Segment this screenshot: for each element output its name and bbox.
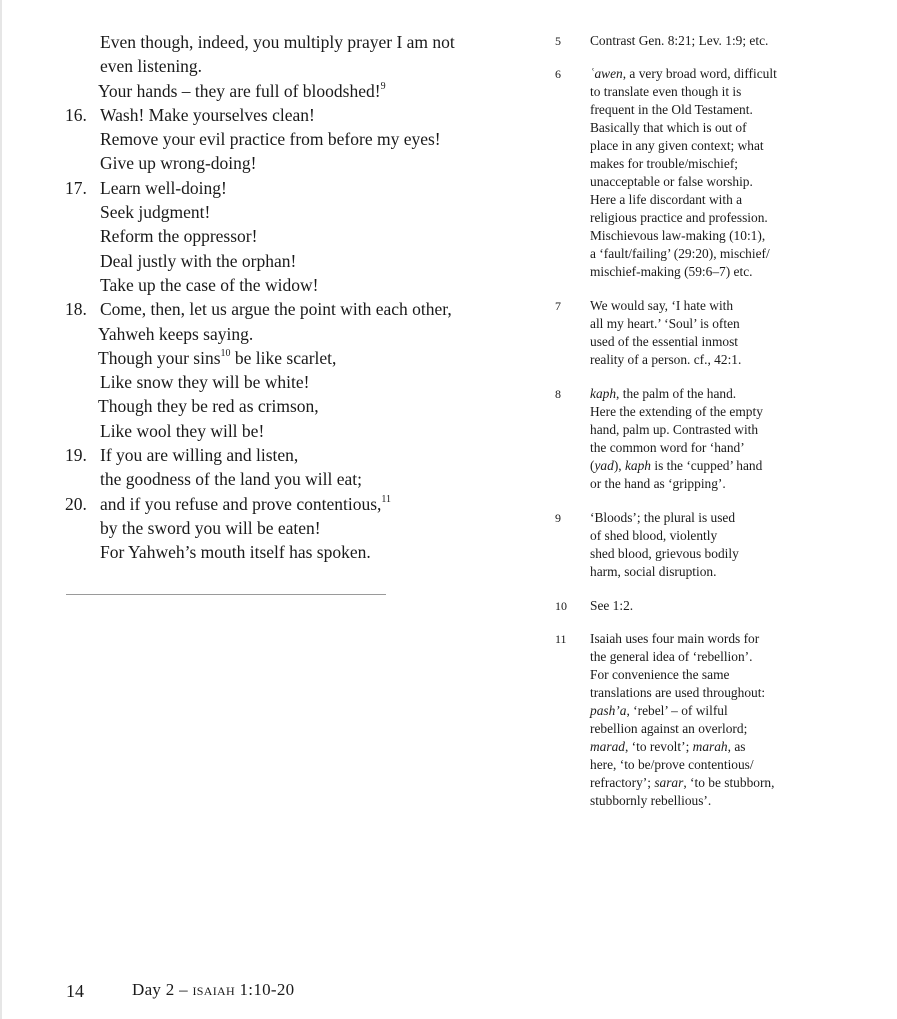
running-head [132,978,294,1002]
footnote-rule [66,594,386,595]
footnote-line: hand, palm up. Contrasted with [590,422,759,437]
footnote-number: 9 [555,511,561,525]
verse-text [100,273,318,297]
verse-line [58,30,488,54]
footnote-line: the common word for ‘hand’ [590,440,745,455]
footnote-line: ‘Bloods’; the plural is used [590,510,736,525]
footnote-text [590,509,800,581]
footnote-line: unacceptable or false worship. [590,174,753,189]
verse-number: 20. [65,493,87,514]
verse-line [58,297,488,321]
verse-line [58,443,488,467]
footnote-text [590,597,800,615]
verse-text-segment: and if you refuse and prove contentious, [100,493,382,514]
verse-line [58,540,488,564]
verse-line [58,127,488,151]
verse-line [58,200,488,224]
scripture-passage [58,30,488,565]
verse-number: 18. [65,299,87,320]
footnote-line: the general idea of ‘rebellion’. [590,649,753,664]
verse-line [58,370,488,394]
footnote-line: or the hand as ‘gripping’. [590,476,726,491]
verse-text [100,516,321,540]
footnote-number: 11 [555,632,567,646]
footnote-line: of shed blood, violently [590,528,718,543]
verse-text [100,370,309,394]
verse-text-segment: Yahweh keeps saying. [98,323,254,344]
verse-text [98,322,253,346]
verse-text [100,30,455,54]
footnote-line: refractory’; sarar, ‘to be stubborn, [590,775,775,790]
footnote-line: frequent in the Old Testament. [590,102,753,117]
running-head-day: Day 2 [132,980,175,999]
verse-text-segment: be like scarlet, [230,347,337,368]
footnote-line: translations are used throughout: [590,685,766,700]
verse-text [100,54,202,78]
verse-line [58,394,488,418]
verse-text-segment: Like wool they will be! [100,420,265,441]
verse-text [100,443,298,467]
footnote-line: Mischievous law-making (10:1), [590,228,766,243]
verse-text-segment: Seek judgment! [100,202,211,223]
verse-line [58,492,488,516]
verse-text-segment: Come, then, let us argue the point with each other, [100,299,452,320]
verse-text-segment: Reform the oppressor! [100,226,258,247]
footnote-line: Here the extending of the empty [590,404,763,419]
footnote-line: mischief-making (59:6–7) etc. [590,264,753,279]
verse-text-segment: Your hands – they are full of bloodshed! [98,80,381,101]
verse-text-segment: Though they be red as crimson, [98,396,319,417]
footnote-line: stubbornly rebellious’. [590,793,712,808]
verse-text [100,151,257,175]
verse-text-segment: the goodness of the land you will eat; [100,469,362,490]
footnote-line: kaph, the palm of the hand. [590,386,737,401]
verse-text [98,79,386,103]
footnote-line: all my heart.’ ‘Soul’ is often [590,316,740,331]
footnote-line: pash’a, ‘rebel’ – of wilful [590,703,728,718]
footnote-line: ʿawen, a very broad word, difficult [590,66,777,81]
verse-line [58,273,488,297]
footnote-number: 8 [555,387,561,401]
verse-text [100,540,371,564]
footnote-number: 6 [555,67,561,81]
verse-line [58,151,488,175]
footnote-marker[interactable]: 9 [380,80,386,92]
verse-line [58,419,488,443]
footnote-text [590,630,800,810]
footnote-line: For convenience the same [590,667,730,682]
footnote-line: harm, social disruption. [590,564,717,579]
verse-text [100,200,210,224]
verse-text [100,297,452,321]
verse-text [100,249,296,273]
footnote-number: 5 [555,34,561,48]
verse-text [100,176,227,200]
verse-text-segment: Like snow they will be white! [100,372,310,393]
verse-text [98,394,319,418]
footnote-line: here, ‘to be/prove contentious/ [590,757,754,772]
running-head-dash: – [174,980,193,999]
footnote-line: See 1:2. [590,598,634,613]
footnote-line: a ‘fault/failing’ (29:20), mischief/ [590,246,770,261]
footnote-line: Here a life discordant with a [590,192,743,207]
verse-number: 17. [65,177,87,198]
footnote-line: Isaiah uses four main words for [590,631,760,646]
verse-text-segment: Wash! Make yourselves clean! [100,104,315,125]
footnote-line: shed blood, grievous bodily [590,546,739,561]
verse-line [58,467,488,491]
footnote-line: place in any given context; what [590,138,764,153]
footnote-line: religious practice and profession. [590,210,768,225]
verse-text [98,346,336,370]
verse-line [58,516,488,540]
footnote-text [590,65,800,281]
verse-text-segment: For Yahweh’s mouth itself has spoken. [100,542,371,563]
verse-line [58,249,488,273]
verse-number: 19. [65,445,87,466]
verse-text [100,419,264,443]
footnote-marker[interactable]: 11 [381,493,392,505]
footnote-line: Basically that which is out of [590,120,747,135]
verse-text-segment: Remove your evil practice from before my eyes! [100,129,441,150]
footnote-number: 7 [555,299,561,313]
verse-text-segment: If you are willing and listen, [100,445,299,466]
footnote-line: makes for trouble/mischief; [590,156,738,171]
footnote-line: used of the essential inmost [590,334,739,349]
footnote-line: to translate even though it is [590,84,742,99]
verse-line [58,176,488,200]
running-head-reference: isaiah 1:10-20 [192,980,295,999]
page-edge [0,0,2,1019]
footnote-marker[interactable]: 10 [220,348,231,360]
footnote-text [590,32,800,50]
verse-line [58,54,488,78]
verse-text [100,127,441,151]
verse-number: 16. [65,104,87,125]
footnote-line: rebellion against an overlord; [590,721,748,736]
verse-text-segment: Even though, indeed, you multiply prayer I am not [100,32,455,52]
footnote-text [590,297,800,369]
verse-line [58,103,488,127]
verse-line [58,346,488,370]
footnote-text [590,385,800,493]
verse-text [100,492,391,516]
page-number: 14 [66,981,84,1001]
verse-line [58,322,488,346]
verse-text-segment: Learn well-doing! [100,177,227,198]
verse-text-segment: Deal justly with the orphan! [100,250,297,271]
verse-line [58,224,488,248]
footnote-line: marad, ‘to revolt’; marah, as [590,739,746,754]
verse-text-segment: Take up the case of the widow! [100,274,319,295]
verse-text [100,467,362,491]
footnote-line: We would say, ‘I hate with [590,298,734,313]
footnote-line: Contrast Gen. 8:21; Lev. 1:9; etc. [590,33,769,48]
verse-line [58,79,488,103]
verse-text [100,103,315,127]
footnote-number: 10 [555,599,567,613]
footnote-line: (yad), kaph is the ‘cupped’ hand [590,458,763,473]
footnote-line: reality of a person. cf., 42:1. [590,352,742,367]
verse-text-segment: by the sword you will be eaten! [100,517,321,538]
verse-text [100,224,257,248]
verse-text-segment: Give up wrong-doing! [100,153,257,174]
verse-text-segment: Though your sins [98,347,221,368]
verse-text-segment: even listening. [100,56,203,77]
